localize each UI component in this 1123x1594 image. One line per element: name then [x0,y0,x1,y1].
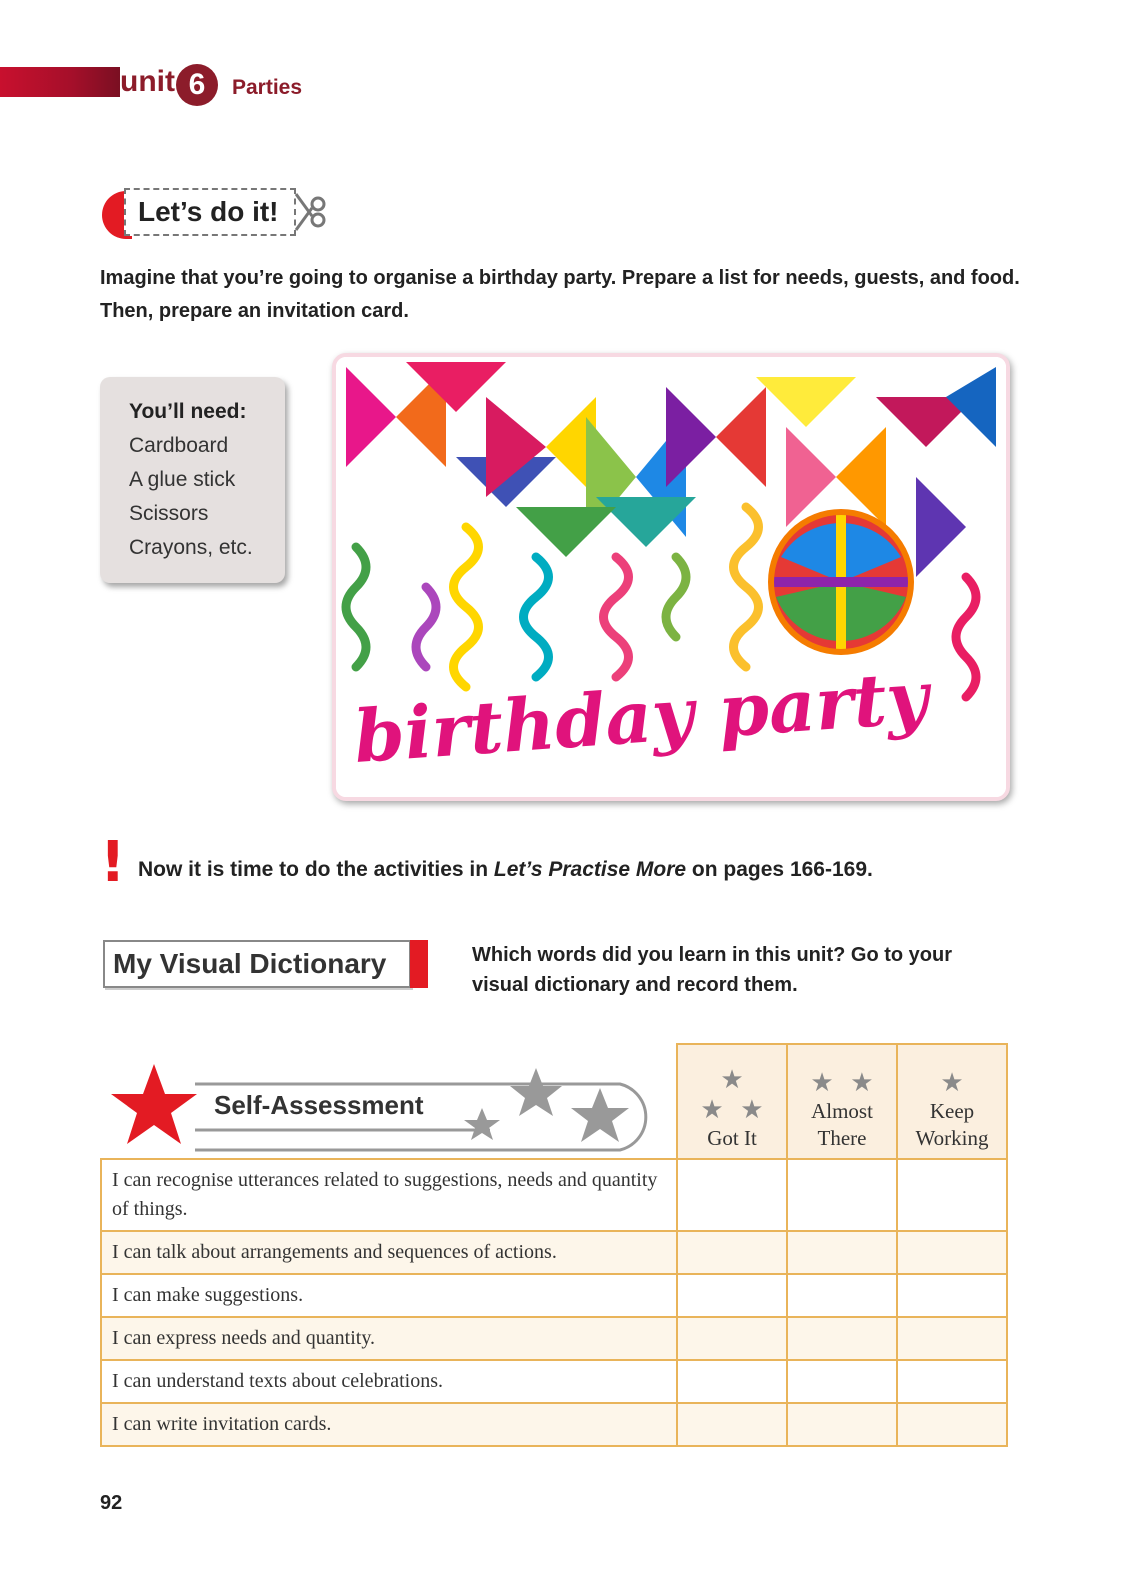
column-keep-working [897,1044,1007,1159]
need-item: Scissors [129,502,209,525]
table-row [101,1360,1007,1403]
need-item: Crayons, etc. [129,536,253,559]
almost-there-cell[interactable] [787,1231,897,1274]
column-label: Keep [929,1099,975,1123]
keep-working-cell[interactable] [897,1403,1007,1446]
visual-dictionary-tab [410,940,428,988]
table-row [101,1317,1007,1360]
need-item: Cardboard [129,434,229,457]
got-it-cell[interactable] [677,1231,787,1274]
got-it-cell[interactable] [677,1360,787,1403]
table-row [101,1231,1007,1274]
visual-dictionary-label: My Visual Dictionary [103,940,411,988]
three-stars-icon: ★ ★ ★ [700,1065,764,1125]
column-almost-there [787,1044,897,1159]
almost-there-cell[interactable] [787,1159,897,1231]
keep-working-cell[interactable] [897,1274,1007,1317]
can-do-statement: I can understand texts about celebrations. [101,1360,677,1403]
keep-working-cell[interactable] [897,1317,1007,1360]
one-star-icon: ★ [940,1068,964,1098]
column-label: Got It [707,1126,757,1150]
two-stars-icon: ★ ★ [810,1068,874,1098]
unit-title: Parties [232,76,303,99]
need-item: A glue stick [129,468,236,491]
can-do-statement: I can talk about arrangements and sequences of actions. [101,1231,677,1274]
almost-there-cell[interactable] [787,1360,897,1403]
table-row [101,1274,1007,1317]
keep-working-cell[interactable] [897,1360,1007,1403]
youll-need-heading: You’ll need: [129,400,247,423]
page-number: 92 [100,1492,123,1514]
can-do-statement: I can write invitation cards. [101,1403,677,1446]
table-header-spacer [101,1044,677,1159]
column-label: Working [915,1126,989,1150]
self-assessment-table [100,1043,1008,1447]
almost-there-cell[interactable] [787,1274,897,1317]
got-it-cell[interactable] [677,1403,787,1446]
almost-there-cell[interactable] [787,1317,897,1360]
scissors-icon [290,192,330,232]
got-it-cell[interactable] [677,1317,787,1360]
header-red-bar [0,67,120,97]
activity-instructions: Imagine that you’re going to organise a birthday party. Prepare a list for needs, guests, and food. Then, prepare an invitation card. [100,267,1020,322]
almost-there-cell[interactable] [787,1403,897,1446]
unit-label: unit [120,65,175,98]
note-pages: on pages 166-169. [686,858,873,881]
self-assessment-title: Self-Assessment [214,1090,424,1120]
got-it-cell[interactable] [677,1159,787,1231]
column-label: Almost [811,1099,873,1123]
keep-working-cell[interactable] [897,1159,1007,1231]
can-do-statement: I can make suggestions. [101,1274,677,1317]
birthday-party-picture [332,353,1010,801]
keep-working-cell[interactable] [897,1231,1007,1274]
table-row [101,1159,1007,1231]
exclamation-icon: ! [100,830,126,895]
visual-dictionary-text: Which words did you learn in this unit? Go to your visual dictionary and record them. [472,944,952,996]
lets-do-it-label: Let’s do it! [124,188,296,236]
youll-need-box [100,377,285,583]
honeycomb-ball [771,512,911,652]
can-do-statement: I can recognise utterances related to suggestions, needs and quantity of things. [101,1159,677,1231]
column-got-it [677,1044,787,1159]
table-row [101,1403,1007,1446]
column-label: There [817,1126,867,1150]
got-it-cell[interactable] [677,1274,787,1317]
unit-number-badge: 6 [176,64,218,106]
can-do-statement: I can express needs and quantity. [101,1317,677,1360]
practise-more-note [138,858,873,882]
party-decorations-illustration [336,357,1006,797]
picture-caption: birthday party [351,654,931,779]
note-book-title: Let’s Practise More [493,858,687,881]
note-text: Now it is time to do the activities in [138,858,494,881]
